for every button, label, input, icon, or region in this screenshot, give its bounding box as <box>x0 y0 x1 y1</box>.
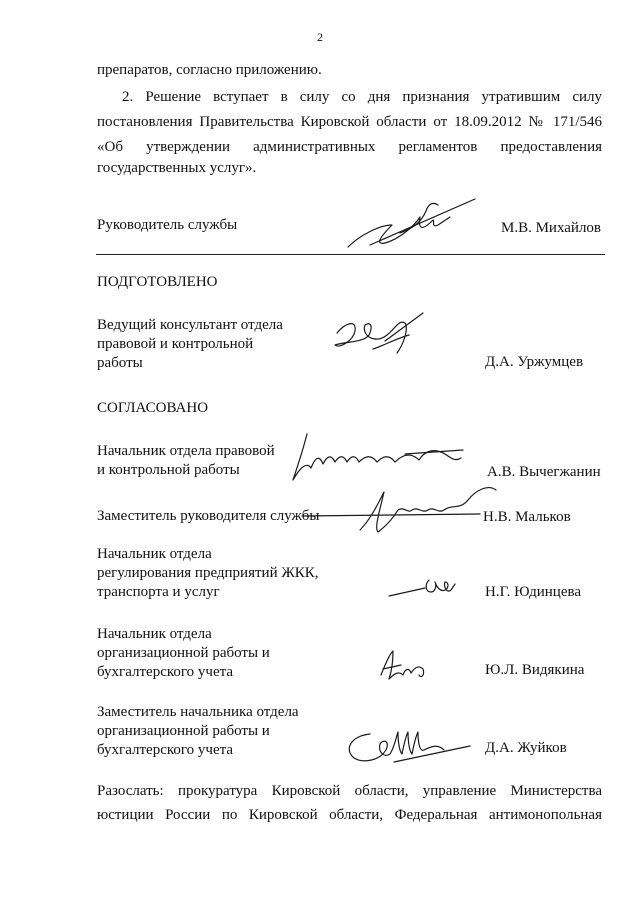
agreed-signature <box>300 480 500 540</box>
agreed-position-line: организационной работы и <box>97 723 270 739</box>
prepared-signature <box>325 305 445 365</box>
paragraph-2-line-2: постановления Правительства Кировской области от 18.09.2012 № 171/546 <box>97 114 602 130</box>
paragraph-2-line-4: государственных услуг». <box>97 160 257 176</box>
page-number: 2 <box>317 30 323 44</box>
agreed-position-line: и контрольной работы <box>97 462 240 478</box>
agreed-position-line: Начальник отдела правовой <box>97 443 275 459</box>
prepared-position-line: Ведущий консультант отдела <box>97 317 283 333</box>
agreed-signature <box>375 645 445 685</box>
agreed-signature <box>285 428 475 488</box>
agreed-position-line: организационной работы и <box>97 645 270 661</box>
prepared-position-line: правовой и контрольной <box>97 336 254 352</box>
agreed-position-line: транспорта и услуг <box>97 584 220 600</box>
agreed-position <box>97 703 299 760</box>
text-line-1: препаратов, согласно приложению. <box>97 62 322 78</box>
prepared-position-line: работы <box>97 355 143 371</box>
agreed-position-line: Заместитель начальника отдела <box>97 704 299 720</box>
agreed-signature <box>340 720 480 770</box>
prepared-position <box>97 316 283 373</box>
head-name: М.В. Михайлов <box>501 220 602 236</box>
agreed-position-line: регулирования предприятий ЖКК, <box>97 565 319 581</box>
agreed-name: Н.В. Мальков <box>483 509 571 525</box>
head-signature <box>340 195 480 255</box>
agreed-position-line: Начальник отдела <box>97 626 212 642</box>
agreed-position-line: бухгалтерского учета <box>97 664 234 680</box>
agreed-position <box>97 545 319 602</box>
agreed-name: Д.А. Жуйков <box>485 740 567 756</box>
agreed-position-line: Заместитель руководителя службы <box>97 508 320 524</box>
paragraph-2-line-3: «Об утверждении административных регламентов предоставления <box>97 139 602 155</box>
agreed-position <box>97 625 270 682</box>
prepared-name: Д.А. Уржумцев <box>485 354 584 370</box>
distribution-line-1: Разослать: прокуратура Кировской области, управление Министерства <box>97 783 602 799</box>
paragraph-2-line-1: 2. Решение вступает в силу со дня признания утратившим силу <box>122 89 602 105</box>
prepared-heading: ПОДГОТОВЛЕНО <box>97 274 218 290</box>
head-position: Руководитель службы <box>97 217 238 233</box>
agreed-name: А.В. Вычегжанин <box>487 464 601 480</box>
agreed-position-line: бухгалтерского учета <box>97 742 234 758</box>
separator-line <box>96 254 605 255</box>
agreed-heading: СОГЛАСОВАНО <box>97 400 209 416</box>
agreed-name: Н.Г. Юдинцева <box>485 584 582 600</box>
agreed-position <box>97 507 319 526</box>
agreed-position <box>97 442 275 480</box>
distribution-line-2: юстиции России по Кировской области, Федеральная антимонопольная <box>97 807 602 823</box>
agreed-position-line: Начальник отдела <box>97 546 212 562</box>
agreed-name: Ю.Л. Видякина <box>485 662 585 678</box>
agreed-signature <box>385 570 465 606</box>
